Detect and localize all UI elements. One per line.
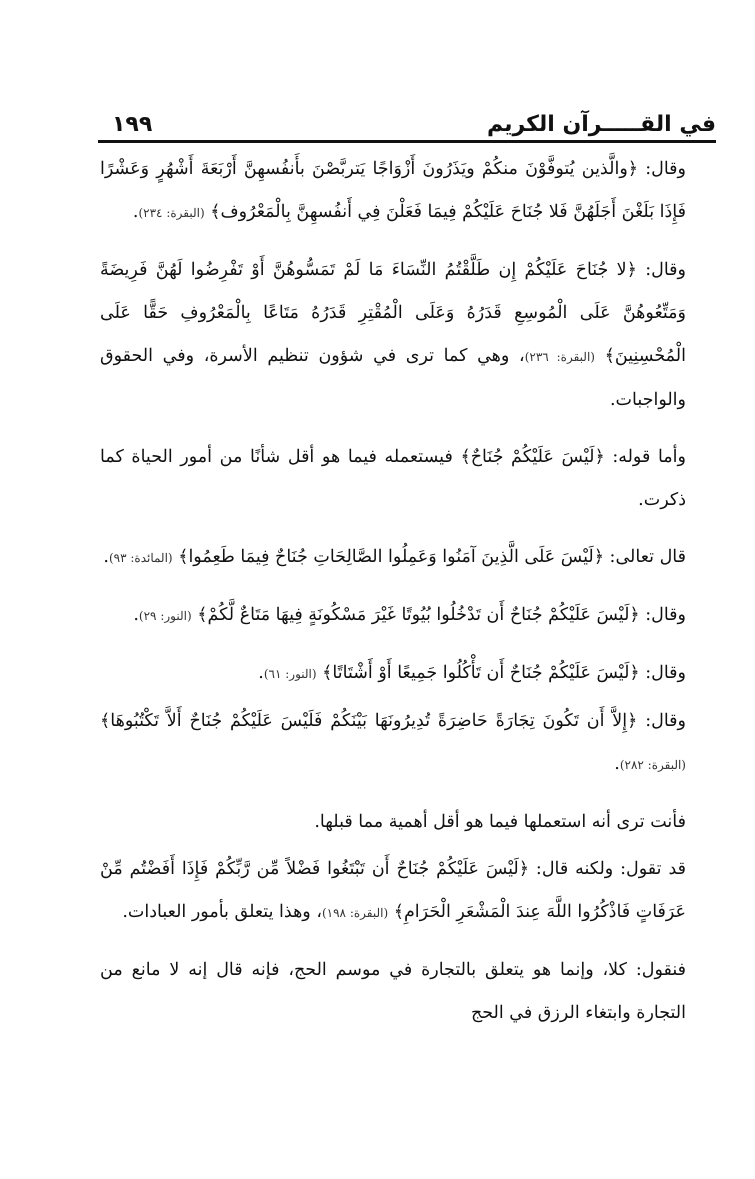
- paragraph: [100, 848, 714, 935]
- paragraph-text: وقال: ﴿لَيْسَ عَلَيْكُمْ جُنَاحٌ أَن تَأْكُلُوا جَمِيعًا أَوْ أَشْتَاتًا﴾: [322, 663, 686, 683]
- paragraph-tail: .: [133, 605, 139, 625]
- verse-reference: (النور: ٦١): [263, 667, 317, 681]
- paragraph-tail: ، وهي كما ترى في شؤون تنظيم الأسرة، وفي الحقوق والواجبات.: [100, 346, 686, 410]
- paragraph-text: فنقول: كلا، وإنما هو يتعلق بالتجارة في موسم الحج، فإنه قال إنه لا مانع من التجارة وابتغاء الرزق في الحج: [100, 960, 686, 1023]
- paragraph: [100, 801, 714, 844]
- paragraph: [100, 249, 714, 422]
- paragraph-text: قال تعالى: ﴿لَيْسَ عَلَى الَّذِينَ آمَنُوا وَعَمِلُوا الصَّالِحَاتِ جُنَاحٌ فِيمَا طَعِمُوا﴾: [178, 547, 686, 567]
- paragraph-tail: .: [103, 547, 109, 567]
- paragraph: [100, 949, 714, 1035]
- paragraph-text: وقال: ﴿إِلاَّ أَن تَكُونَ تِجَارَةً حَاضِرَةً تُدِيرُونَهَا بَيْنَكُمْ فَلَيْسَ عَلَيْكُمْ جُنَاحٌ أَلاَّ تَكْتُبُوهَا﴾: [100, 711, 686, 731]
- paragraph-text: قد تقول: ولكنه قال: ﴿لَيْسَ عَلَيْكُمْ جُنَاحٌ أَن تَبْتَغُوا فَضْلاً مِّن رَّبِّكُمْ فَإِذَا أَفَضْتُم مِّنْ عَرَفَاتٍ فَاذْكُرُوا اللَّهَ عِندَ الْمَشْعَرِ الْحَرَامِ﴾: [100, 859, 686, 922]
- verse-reference: (البقرة: ٢٨٢): [619, 758, 686, 772]
- page-header: [98, 112, 716, 138]
- paragraph-tail: .: [614, 754, 620, 774]
- paragraph: [100, 594, 714, 638]
- paragraph-text: وقال: ﴿لا جُنَاحَ عَلَيْكُمْ إِن طَلَّقْتُمُ النِّسَاءَ مَا لَمْ تَمَسُّوهُنَّ أَوْ تَفْرِضُوا لَهُنَّ فَرِيضَةً وَمَتِّعُوهُنَّ عَلَى الْمُوسِعِ قَدَرُهُ وَعَلَى الْمُقْتِرِ قَدَرُهُ مَتَاعًا بِالْمَعْرُوفِ حَقًّا عَلَى الْمُحْسِنِينَ﴾: [100, 260, 686, 366]
- page-number: ١٩٩: [112, 112, 153, 137]
- paragraph: [100, 436, 714, 522]
- paragraph-text: فأنت ترى أنه استعملها فيما هو أقل أهمية مما قبلها.: [314, 812, 686, 832]
- verse-reference: (البقرة: ١٩٨): [321, 906, 389, 920]
- verse-reference: (البقرة: ٢٣٤): [138, 206, 205, 220]
- paragraph: [100, 148, 714, 235]
- verse-reference: (المائدة: ٩٣): [108, 551, 173, 565]
- paragraph-tail: .: [258, 663, 264, 683]
- paragraph-tail: ، وهذا يتعلق بأمور العبادات.: [122, 902, 322, 922]
- verse-reference: (النور: ٢٩): [138, 609, 192, 623]
- running-title: في القـــــرآن الكريم: [486, 112, 716, 137]
- paragraph-text: وأما قوله: ﴿لَيْسَ عَلَيْكُمْ جُنَاحٌ﴾ فيستعمله فيما هو أقل شأنًا من أمور الحياة كما ذكرت.: [100, 447, 686, 510]
- paragraph-text: وقال: ﴿لَيْسَ عَلَيْكُمْ جُنَاحٌ أَن تَدْخُلُوا بُيُوتًا غَيْرَ مَسْكُونَةٍ فِيهَا مَتَاعٌ لَّكُمْ﴾: [197, 605, 686, 625]
- header-rule: [98, 140, 716, 143]
- paragraph-tail: .: [132, 202, 139, 222]
- paragraph-text: وقال: ﴿والَّذين يُتوفَّوْنَ منكُمْ ويَذَرُونَ أَزْوَاجًا يَتربَّصْنَ بأَنفُسهِنَّ أَرْبَعَةَ أَشْهُرٍ وَعَشْرًا فَإِذَا بَلَغْنَ أَجَلَهُنَّ فَلا جُنَاحَ عَلَيْكُمْ فِيمَا فَعَلْنَ فِي أَنفُسهِنَّ بِالْمَعْرُوف﴾: [100, 159, 686, 222]
- page-body: [100, 148, 714, 1049]
- paragraph: [100, 700, 714, 787]
- paragraph: [100, 536, 714, 580]
- paragraph: [100, 652, 714, 696]
- verse-reference: (البقرة: ٢٣٦): [524, 350, 595, 364]
